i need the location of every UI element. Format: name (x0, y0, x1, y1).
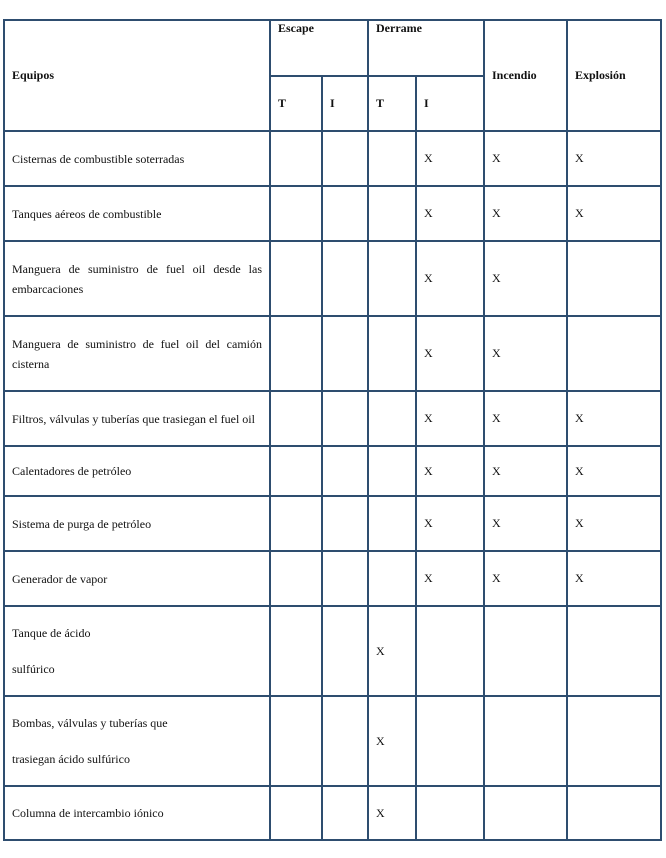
explosion-cell (567, 241, 661, 316)
derrame-t-cell (368, 131, 416, 186)
incendio-cell: X (484, 391, 567, 446)
escape-i-cell (322, 446, 368, 496)
equipo-cell: Tanques aéreos de combustible (4, 186, 270, 241)
explosion-cell: X (567, 186, 661, 241)
header-row-1 (4, 20, 661, 76)
incendio-cell: X (484, 241, 567, 316)
derrame-t-cell (368, 186, 416, 241)
explosion-cell (567, 786, 661, 840)
derrame-i-cell (416, 696, 484, 786)
derrame-t-cell (368, 496, 416, 551)
incendio-cell: X (484, 316, 567, 391)
equipo-line-1: Tanque de ácido (12, 626, 91, 640)
equipo-cell (4, 606, 270, 696)
derrame-t-cell: X (368, 696, 416, 786)
equipo-cell (4, 696, 270, 786)
escape-t-cell (270, 186, 322, 241)
escape-i-cell (322, 786, 368, 840)
derrame-i-cell: X (416, 446, 484, 496)
risk-table (3, 19, 662, 841)
table-row (4, 551, 661, 606)
escape-i-cell (322, 391, 368, 446)
derrame-t-cell: X (368, 606, 416, 696)
header-explosion: Explosión (567, 20, 661, 131)
derrame-i-cell (416, 786, 484, 840)
equipo-line-2: trasiegan ácido sulfúrico (12, 752, 130, 766)
escape-t-cell (270, 131, 322, 186)
table-row (4, 696, 661, 786)
equipo-line-1: Bombas, válvulas y tuberías que (12, 716, 168, 730)
equipo-cell: Cisternas de combustible soterradas (4, 131, 270, 186)
incendio-cell: X (484, 131, 567, 186)
incendio-cell: X (484, 496, 567, 551)
header-derrame-t: T (368, 76, 416, 131)
escape-i-cell (322, 186, 368, 241)
equipo-cell: Sistema de purga de petróleo (4, 496, 270, 551)
escape-i-cell (322, 316, 368, 391)
header-escape-i: I (322, 76, 368, 131)
escape-t-cell (270, 551, 322, 606)
equipo-cell: Filtros, válvulas y tuberías que trasiegan el fuel oil (4, 391, 270, 446)
equipo-cell: Manguera de suministro de fuel oil del camión cisterna (4, 316, 270, 391)
derrame-t-cell (368, 551, 416, 606)
header-escape-t: T (270, 76, 322, 131)
equipo-cell: Calentadores de petróleo (4, 446, 270, 496)
escape-t-cell (270, 241, 322, 316)
derrame-t-cell: X (368, 786, 416, 840)
equipo-line-2: sulfúrico (12, 662, 55, 676)
table-row (4, 131, 661, 186)
escape-i-cell (322, 696, 368, 786)
explosion-cell: X (567, 551, 661, 606)
escape-i-cell (322, 131, 368, 186)
derrame-i-cell: X (416, 241, 484, 316)
escape-t-cell (270, 606, 322, 696)
incendio-cell (484, 696, 567, 786)
escape-t-cell (270, 496, 322, 551)
escape-i-cell (322, 241, 368, 316)
explosion-cell: X (567, 446, 661, 496)
equipo-cell: Manguera de suministro de fuel oil desde las embarcaciones (4, 241, 270, 316)
derrame-i-cell: X (416, 551, 484, 606)
derrame-t-cell (368, 316, 416, 391)
explosion-cell (567, 606, 661, 696)
derrame-i-cell: X (416, 131, 484, 186)
equipo-cell: Generador de vapor (4, 551, 270, 606)
header-incendio: Incendio (484, 20, 567, 131)
table-row (4, 391, 661, 446)
explosion-cell (567, 316, 661, 391)
escape-i-cell (322, 496, 368, 551)
escape-i-cell (322, 606, 368, 696)
table-row (4, 496, 661, 551)
derrame-i-cell: X (416, 496, 484, 551)
incendio-cell: X (484, 186, 567, 241)
derrame-i-cell: X (416, 316, 484, 391)
incendio-cell (484, 786, 567, 840)
table-row (4, 316, 661, 391)
escape-t-cell (270, 391, 322, 446)
derrame-t-cell (368, 391, 416, 446)
derrame-i-cell (416, 606, 484, 696)
table-row (4, 786, 661, 840)
explosion-cell: X (567, 391, 661, 446)
escape-t-cell (270, 316, 322, 391)
incendio-cell: X (484, 446, 567, 496)
explosion-cell (567, 696, 661, 786)
incendio-cell: X (484, 551, 567, 606)
header-derrame: Derrame (368, 20, 484, 76)
derrame-i-cell: X (416, 186, 484, 241)
header-equipos: Equipos (4, 20, 270, 131)
derrame-t-cell (368, 446, 416, 496)
escape-i-cell (322, 551, 368, 606)
table-row (4, 186, 661, 241)
header-escape: Escape (270, 20, 368, 76)
explosion-cell: X (567, 496, 661, 551)
table-row (4, 446, 661, 496)
derrame-i-cell: X (416, 391, 484, 446)
escape-t-cell (270, 696, 322, 786)
header-derrame-i: I (416, 76, 484, 131)
table-row (4, 606, 661, 696)
equipo-cell: Columna de intercambio iónico (4, 786, 270, 840)
table-row (4, 241, 661, 316)
escape-t-cell (270, 446, 322, 496)
explosion-cell: X (567, 131, 661, 186)
escape-t-cell (270, 786, 322, 840)
derrame-t-cell (368, 241, 416, 316)
incendio-cell (484, 606, 567, 696)
